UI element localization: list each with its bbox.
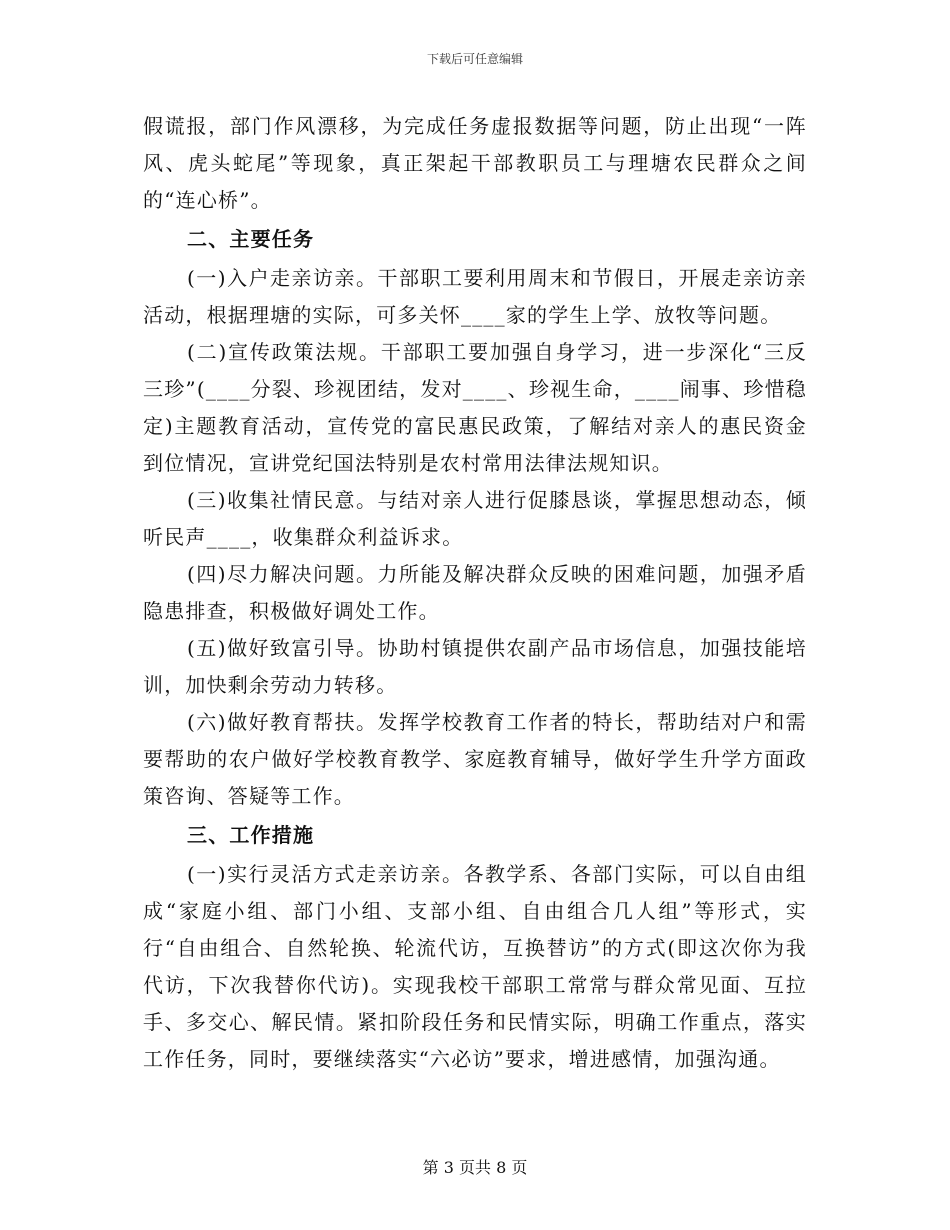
paragraph-task-2: (二)宣传政策法规。干部职工要加强自身学习，进一步深化“三反三珍”(____分裂、珍视团结，发对____、珍视生命，____闹事、珍惜稳定)主题教育活动，宣传党的富民惠民政策，了解结对亲人的惠民资金到位情况，宣讲党纪国法特别是农村常用法律法规知识。	[143, 340, 807, 475]
paragraph-task-3: (三)收集社情民意。与结对亲人进行促膝恳谈，掌握思想动态，倾听民声____，收集群众利益诉求。	[143, 488, 807, 549]
paragraph-measure-1: (一)实行灵活方式走亲访亲。各教学系、各部门实际，可以自由组成“家庭小组、部门小组、支部小组、自由组合几人组”等形式，实行“自由组合、自然轮换、轮流代访，互换替访”的方式(即这次你为我代访，下次我替你代访)。实现我校干部职工常常与群众常见面、互拉手、多交心、解民情。紧扣阶段任务和民情实际，明确工作重点，落实工作任务，同时，要继续落实“六必访”要求，增进感情，加强沟通。	[143, 862, 807, 1071]
paragraph-task-4: (四)尽力解决问题。力所能及解决群众反映的困难问题，加强矛盾隐患排查，积极做好调处工作。	[143, 562, 807, 623]
paragraph-task-1: (一)入户走亲访亲。干部职工要利用周末和节假日，开展走亲访亲活动，根据理塘的实际，可多关怀____家的学生上学、放牧等问题。	[143, 266, 807, 327]
section-heading-main-tasks: 二、主要任务	[187, 227, 315, 251]
section-heading-work-measures: 三、工作措施	[187, 823, 315, 847]
paragraph-task-5: (五)做好致富引导。协助村镇提供农副产品市场信息，加强技能培训，加快剩余劳动力转移。	[143, 636, 807, 697]
page-header: 下载后可任意编辑	[426, 52, 523, 66]
page-number-footer: 第 3 页共 8 页	[422, 1158, 528, 1177]
paragraph-task-6: (六)做好教育帮扶。发挥学校教育工作者的特长，帮助结对户和需要帮助的农户做好学校教育教学、家庭教育辅导，做好学生升学方面政策咨询、答疑等工作。	[143, 710, 807, 808]
paragraph-continuation: 假谎报，部门作风漂移，为完成任务虚报数据等问题，防止出现“一阵风、虎头蛇尾”等现象，真正架起干部教职员工与理塘农民群众之间的“连心桥”。	[143, 114, 807, 212]
document-body	[143, 108, 807, 1078]
